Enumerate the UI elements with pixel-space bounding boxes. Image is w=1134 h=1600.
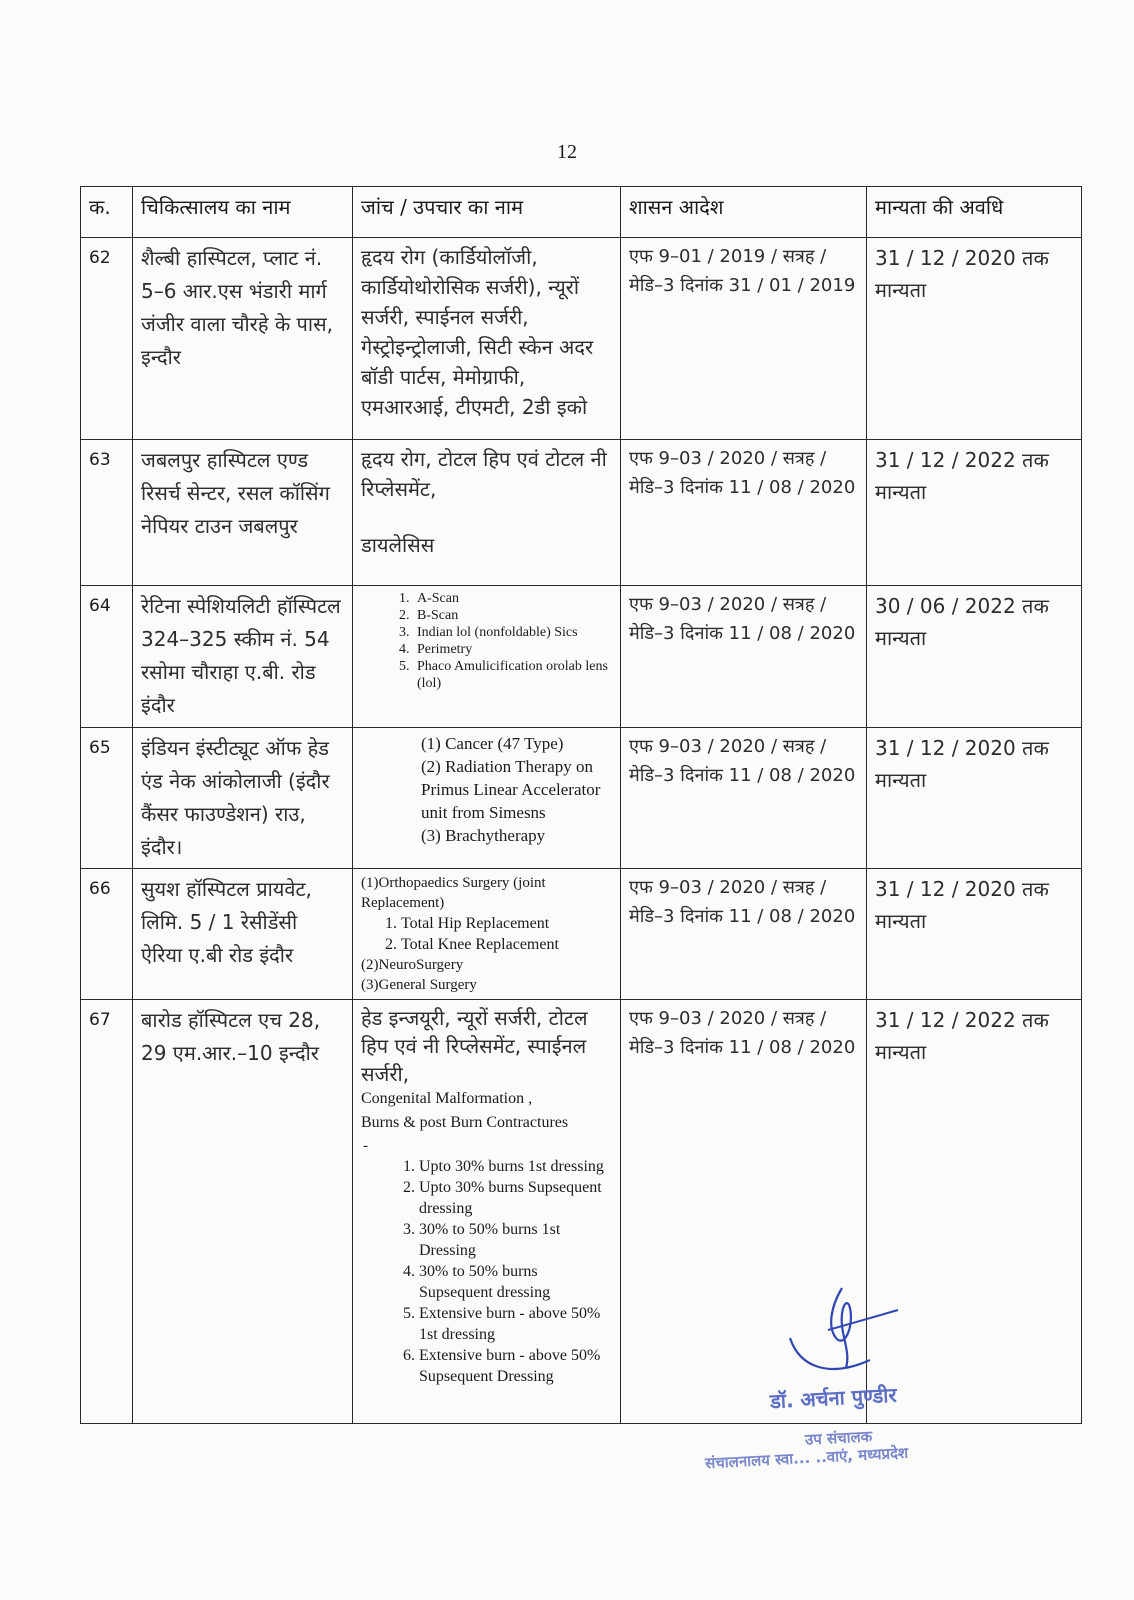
- table-row: [81, 586, 1082, 728]
- row-serial: 65: [81, 728, 133, 869]
- treatment-item: 1. Upto 30% burns 1st dressing: [419, 1156, 612, 1177]
- order-reference: एफ 9–03 / 2020 / सत्रह / मेडि–3 दिनांक 11 / 08 / 2020: [621, 440, 867, 586]
- row-serial: 64: [81, 586, 133, 728]
- treatment-item: 2. Upto 30% burns Supsequent dressing: [419, 1177, 612, 1219]
- order-reference: एफ 9–03 / 2020 / सत्रह / मेडि–3 दिनांक 11 / 08 / 2020: [621, 1000, 867, 1424]
- treatment-item: 4. 30% to 50% burns Supsequent dressing: [419, 1261, 612, 1303]
- treatment-line: (1)Orthopaedics Surgery (joint Replacement): [361, 875, 546, 911]
- stamp-designation: उप संचालक: [804, 1427, 873, 1449]
- row-serial: 63: [81, 440, 133, 586]
- treatment-item: 5. Extensive burn - above 50% 1st dressing: [419, 1303, 612, 1345]
- treatment-name: हृदय रोग (कार्डियोलॉजी, कार्डियोथोरोसिक सर्जरी), न्यूरों सर्जरी, स्पाईनल सर्जरी, गेस्ट्रोइन्ट्रोलाजी, सिटी स्केन अदर बॉडी पार्टस, मेमोग्राफी, एमआरआई, टीएमटी, 2डी इको: [353, 238, 621, 440]
- treatment-extra: डायलेसिस: [361, 533, 435, 557]
- treatment-text: हेड इन्जयूरी, न्यूरों सर्जरी, टोटल हिप एवं नी रिप्लेसमेंट, स्पाईनल सर्जरी,: [361, 1006, 588, 1086]
- page-number: 12: [557, 141, 577, 163]
- treatment-item: 6. Extensive burn - above 50% Supsequent Dressing: [419, 1345, 612, 1387]
- item-text: Brachytherapy: [445, 826, 546, 845]
- order-reference: एफ 9–03 / 2020 / सत्रह / मेडि–3 दिनांक 11 / 08 / 2020: [621, 586, 867, 728]
- item-number: (2): [421, 757, 446, 776]
- table-row: [81, 728, 1082, 869]
- treatment-line: Burns & post Burn Contractures: [361, 1114, 569, 1131]
- table-row: [81, 440, 1082, 586]
- hospital-name: इंडियन इंस्टीट्यूट ऑफ हेड एंड नेक आंकोलाजी (इंदौर कैंसर फाउण्डेशन) राउ, इंदौर।: [133, 728, 353, 869]
- treatment-item: [421, 824, 612, 847]
- hospital-table: [80, 186, 1082, 1424]
- treatment-line: (3)General Surgery: [361, 977, 477, 993]
- header-serial: क.: [81, 187, 133, 238]
- validity-period: 31 / 12 / 2020 तक मान्यता: [867, 728, 1082, 869]
- table-row: [81, 869, 1082, 1000]
- order-reference: एफ 9–03 / 2020 / सत्रह / मेडि–3 दिनांक 11 / 08 / 2020: [621, 869, 867, 1000]
- stamp-name: डॉ. अर्चना पुण्डीर: [769, 1382, 898, 1414]
- treatment-item: 3. 30% to 50% burns 1st Dressing: [419, 1219, 612, 1261]
- treatment-line: Congenital Malformation ,: [361, 1090, 533, 1107]
- treatment-name: [353, 440, 621, 586]
- validity-period: 30 / 06 / 2022 तक मान्यता: [867, 586, 1082, 728]
- treatment-name: [353, 728, 621, 869]
- item-number: (1): [421, 734, 446, 753]
- table-header-row: [81, 187, 1082, 238]
- item-text: Cancer (47 Type): [445, 734, 564, 753]
- treatment-dash: -: [363, 1138, 368, 1154]
- row-serial: 67: [81, 1000, 133, 1424]
- treatment-item: 5. Phaco Amulicification orolab lens (lol): [413, 658, 612, 692]
- treatment-item: 1. Total Hip Replacement: [401, 913, 612, 934]
- table-row: [81, 238, 1082, 440]
- hospital-name: सुयश हॉस्पिटल प्रायवेट, लिमि. 5 / 1 रेसीडेंसी ऐरिया ए.बी रोड इंदौर: [133, 869, 353, 1000]
- treatment-item: 2. Total Knee Replacement: [401, 934, 612, 955]
- item-text: Radiation Therapy on Primus Linear Accelerator unit from Simesns: [421, 757, 601, 822]
- header-treatment: जांच / उपचार का नाम: [353, 187, 621, 238]
- treatment-name: [353, 869, 621, 1000]
- treatment-line: (2)NeuroSurgery: [361, 957, 464, 973]
- item-number: (3): [421, 826, 446, 845]
- treatment-name: [353, 1000, 621, 1424]
- treatment-name: [353, 586, 621, 728]
- hospital-name: बारोड हॉस्पिटल एच 28, 29 एम.आर.–10 इन्दौर: [133, 1000, 353, 1424]
- treatment-item: 2. B-Scan: [413, 607, 612, 624]
- header-validity: मान्यता की अवधि: [867, 187, 1082, 238]
- row-serial: 66: [81, 869, 133, 1000]
- header-hospital: चिकित्सालय का नाम: [133, 187, 353, 238]
- treatment-item: 4. Perimetry: [413, 641, 612, 658]
- validity-period: 31 / 12 / 2022 तक मान्यता: [867, 440, 1082, 586]
- treatment-item: 3. Indian lol (nonfoldable) Sics: [413, 624, 612, 641]
- validity-period: 31 / 12 / 2020 तक मान्यता: [867, 238, 1082, 440]
- validity-period: 31 / 12 / 2020 तक मान्यता: [867, 869, 1082, 1000]
- row-serial: 62: [81, 238, 133, 440]
- treatment-item: 1. A-Scan: [413, 590, 612, 607]
- hospital-name: शैल्बी हास्पिटल, प्लाट नं. 5–6 आर.एस भंडारी मार्ग जंजीर वाला चौरहे के पास, इन्दौर: [133, 238, 353, 440]
- treatment-item: [421, 755, 612, 824]
- validity-period: 31 / 12 / 2022 तक मान्यता: [867, 1000, 1082, 1424]
- order-reference: एफ 9–03 / 2020 / सत्रह / मेडि–3 दिनांक 11 / 08 / 2020: [621, 728, 867, 869]
- hospital-name: जबलपुर हास्पिटल एण्ड रिसर्च सेन्टर, रसल कॉसिंग नेपियर टाउन जबलपुर: [133, 440, 353, 586]
- signature-mark: [770, 1268, 920, 1388]
- header-order: शासन आदेश: [621, 187, 867, 238]
- stamp-office: संचालनालय स्वा... ..वाएं, मध्यप्रदेश: [704, 1443, 909, 1473]
- hospital-name: रेटिना स्पेशियलिटी हॉस्पिटल 324–325 स्कीम नं. 54 रसोमा चौराहा ए.बी. रोड इंदौर: [133, 586, 353, 728]
- order-reference: एफ 9–01 / 2019 / सत्रह / मेडि–3 दिनांक 31 / 01 / 2019: [621, 238, 867, 440]
- treatment-text: हृदय रोग, टोटल हिप एवं टोटल नी रिप्लेसमेंट,: [361, 447, 607, 501]
- treatment-item: [421, 732, 612, 755]
- table-row: [81, 1000, 1082, 1424]
